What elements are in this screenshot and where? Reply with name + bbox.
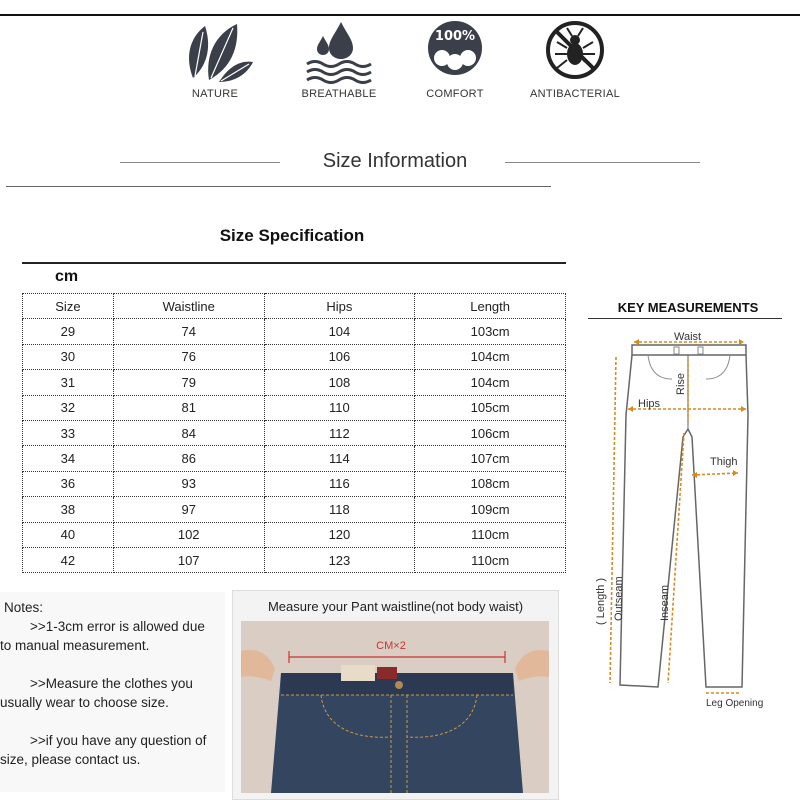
feature-antibacterial (520, 18, 630, 100)
cm-label: CM×2 (376, 640, 406, 652)
cell-hips: 118 (264, 497, 415, 522)
feature-label: COMFORT (426, 88, 484, 100)
water-drops-icon (299, 18, 379, 86)
cell-hips: 104 (264, 319, 415, 344)
cell-waistline: 107 (113, 547, 264, 572)
table-header-row (23, 294, 566, 319)
feature-label: NATURE (191, 88, 239, 100)
label-waist: Waist (674, 331, 702, 343)
measure-panel (232, 590, 559, 800)
cell-waistline: 79 (113, 370, 264, 395)
table-row (23, 319, 566, 344)
label-leg-opening: Leg Opening (706, 698, 764, 709)
label-inseam: Inseam (659, 584, 671, 621)
feature-comfort (400, 18, 510, 100)
cell-size: 42 (23, 547, 114, 572)
table-row (23, 522, 566, 547)
cell-waistline: 86 (113, 446, 264, 471)
no-bug-icon (535, 18, 615, 86)
unit-label: cm (55, 268, 79, 285)
table-row (23, 344, 566, 369)
cell-length: 110cm (415, 547, 566, 572)
label-rise: Rise (675, 372, 687, 395)
key-measurements-title: KEY MEASUREMENTS (617, 300, 759, 315)
cell-length: 104cm (415, 370, 566, 395)
table-row (23, 420, 566, 445)
cell-size: 36 (23, 471, 114, 496)
cell-waistline: 97 (113, 497, 264, 522)
spec-rule (22, 262, 566, 264)
note-line: usually wear to choose size. (0, 695, 169, 710)
cell-size: 38 (23, 497, 114, 522)
label-hips: Hips (638, 398, 661, 410)
cell-length: 108cm (415, 471, 566, 496)
note-line: size, please contact us. (0, 752, 141, 767)
cell-waistline: 76 (113, 344, 264, 369)
cell-size: 40 (23, 522, 114, 547)
cell-hips: 110 (264, 395, 415, 420)
key-measurements-rule (588, 318, 782, 319)
comfort-badge: 100% (434, 29, 476, 44)
label-length: ( Length ) (595, 577, 607, 625)
notes-panel (0, 592, 225, 792)
cell-hips: 106 (264, 344, 415, 369)
header-hips: Hips (264, 294, 415, 319)
note-line: >>Measure the clothes you (30, 676, 193, 691)
cell-size: 32 (23, 395, 114, 420)
table-row (23, 471, 566, 496)
cell-length: 105cm (415, 395, 566, 420)
cell-hips: 123 (264, 547, 415, 572)
table-row (23, 370, 566, 395)
cell-length: 104cm (415, 344, 566, 369)
notes-title: Notes: (4, 600, 44, 615)
cell-length: 109cm (415, 497, 566, 522)
jeans-photo (241, 621, 549, 793)
cell-size: 29 (23, 319, 114, 344)
size-information-header (0, 148, 800, 188)
divider-left (120, 162, 280, 163)
cell-waistline: 84 (113, 420, 264, 445)
measure-title: Measure your Pant waistline(not body waist) (267, 599, 524, 614)
table-row (23, 395, 566, 420)
cell-size: 33 (23, 420, 114, 445)
cell-size: 31 (23, 370, 114, 395)
feature-label: BREATHABLE (301, 88, 377, 100)
cell-waistline: 74 (113, 319, 264, 344)
divider-right (505, 162, 700, 163)
table-row (23, 446, 566, 471)
feature-nature (160, 18, 270, 100)
cell-hips: 108 (264, 370, 415, 395)
cell-hips: 114 (264, 446, 415, 471)
header-waistline: Waistline (113, 294, 264, 319)
leaves-icon (175, 18, 255, 86)
divider-under (6, 186, 551, 187)
note-line: >>1-3cm error is allowed due (30, 619, 205, 634)
cell-waistline: 81 (113, 395, 264, 420)
cell-waistline: 102 (113, 522, 264, 547)
note-line: to manual measurement. (0, 638, 150, 653)
note-spacer (0, 655, 225, 674)
table-row (23, 497, 566, 522)
note-line: >>if you have any question of (30, 733, 207, 748)
cell-hips: 112 (264, 420, 415, 445)
cell-size: 30 (23, 344, 114, 369)
feature-breathable (284, 18, 394, 100)
header-size: Size (23, 294, 114, 319)
feature-label: ANTIBACTERIAL (529, 88, 621, 100)
cell-hips: 120 (264, 522, 415, 547)
cell-length: 110cm (415, 522, 566, 547)
label-outseam: Outseam (613, 576, 625, 621)
cell-length: 107cm (415, 446, 566, 471)
cell-waistline: 93 (113, 471, 264, 496)
label-thigh: Thigh (710, 456, 738, 468)
cell-hips: 116 (264, 471, 415, 496)
top-border (0, 14, 800, 16)
cell-length: 103cm (415, 319, 566, 344)
cotton-100-icon (415, 18, 495, 86)
feature-icons (160, 18, 640, 104)
note-spacer (0, 712, 225, 731)
table-row (23, 547, 566, 572)
pants-diagram (588, 325, 788, 720)
cell-size: 34 (23, 446, 114, 471)
cell-length: 106cm (415, 420, 566, 445)
section-title: Size Information (322, 150, 468, 172)
size-table (22, 293, 566, 573)
header-length: Length (415, 294, 566, 319)
spec-title: Size Specification (219, 226, 365, 245)
